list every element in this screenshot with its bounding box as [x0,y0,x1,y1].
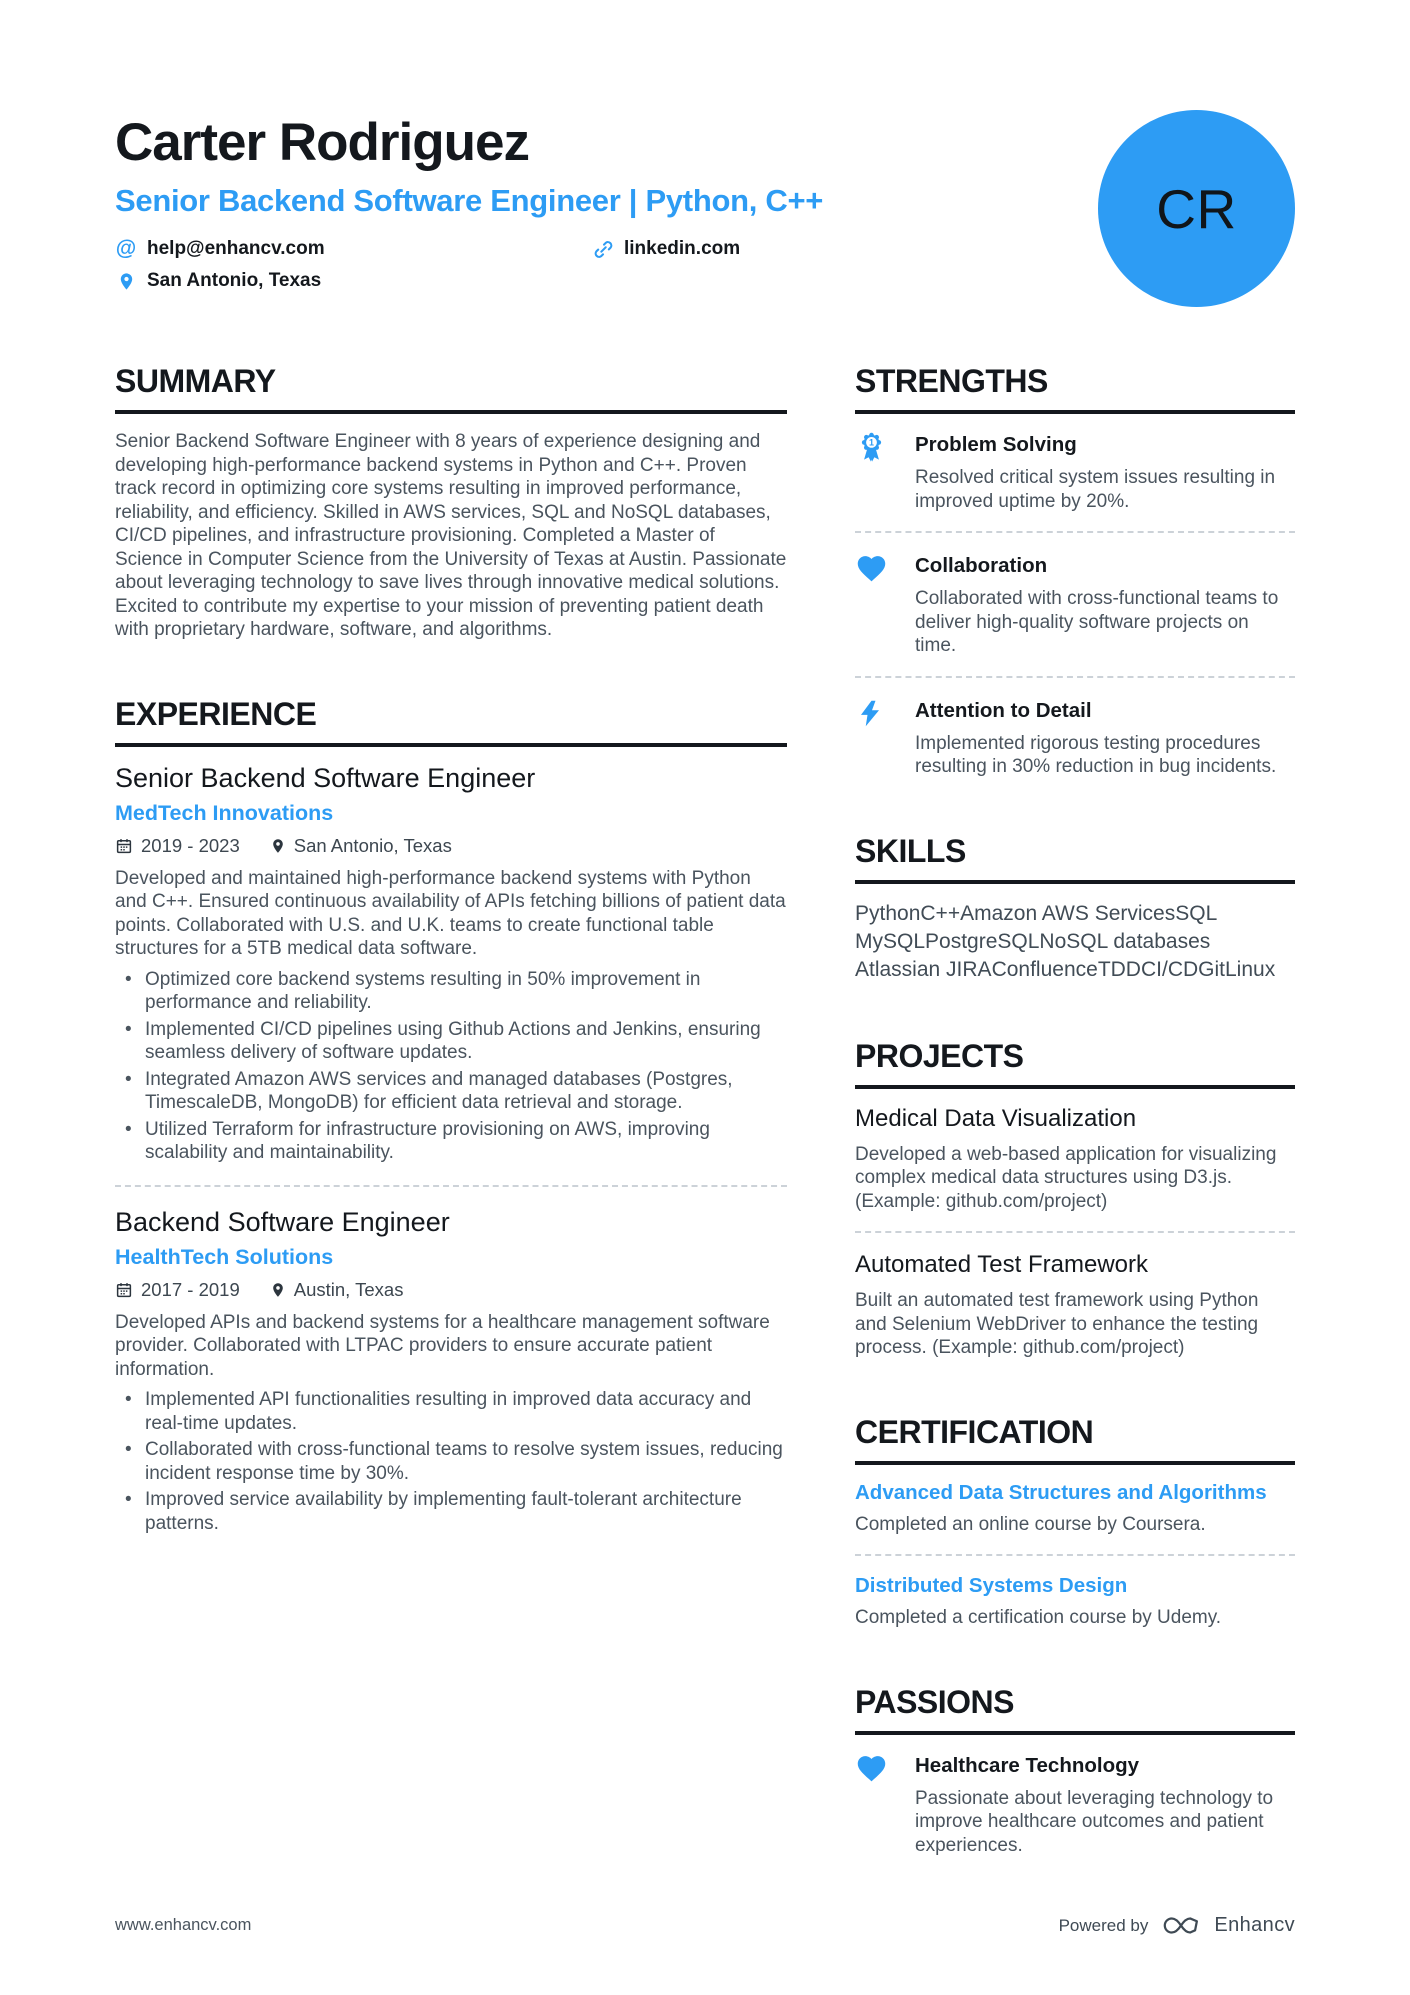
strength-content [915,551,1295,658]
certification-text: Completed an online course by Coursera. [855,1513,1206,1535]
strength-content [915,430,1295,513]
left-column [115,363,787,1857]
svg-text:1: 1 [869,437,874,448]
strength-title: Problem Solving [915,433,1077,456]
job-meta [115,835,787,857]
right-column [855,363,1295,1857]
job-company: MedTech Innovations [115,800,334,825]
skills-section [855,833,1295,984]
website-link[interactable]: www.enhancv.com [115,1916,252,1934]
brand-name: Enhancv [1214,1914,1295,1936]
skill-tag: SQL [1175,901,1218,925]
dashed-divider [115,1185,787,1187]
strength-item [855,551,1295,658]
strength-text: Resolved critical system issues resulting in improved uptime by 20%. [915,467,1276,512]
job-dates-label: 2019 - 2023 [141,834,240,856]
avatar-initials: CR [1156,177,1237,240]
email-at-icon: @ [115,237,137,260]
passions-heading: PASSIONS [855,1684,1295,1735]
projects-heading: PROJECTS [855,1038,1295,1089]
passion-title: Healthcare Technology [915,1753,1140,1777]
strengths-heading: STRENGTHS [855,363,1295,414]
location-pin-icon [270,837,286,855]
project-entry [855,1105,1295,1214]
strength-text: Implemented rigorous testing procedures resulting in 30% reduction in bug incidents. [915,732,1277,777]
job-bullets [115,968,787,1165]
heart-icon [855,1751,899,1858]
job-location-label: San Antonio, Texas [293,834,452,856]
certification-text: Completed a certification course by Udemy. [855,1607,1222,1628]
dashed-divider [855,1231,1295,1233]
calendar-icon [115,837,133,855]
contact-location [115,270,592,292]
dashed-divider [855,531,1295,533]
strength-item [855,696,1295,779]
identity-block [115,112,823,292]
passion-content [915,1751,1295,1858]
project-text: Built an automated test framework using Python and Selenium WebDriver to enhance the testing process. (Example: github.com/project) [855,1290,1259,1358]
project-title: Automated Test Framework [855,1251,1149,1278]
heart-icon [855,551,899,658]
skills-line [855,900,1295,928]
strengths-section [855,363,1295,779]
project-entry [855,1251,1295,1360]
experience-heading: EXPERIENCE [115,696,787,747]
skill-tag: Python [855,901,921,925]
calendar-icon [115,1281,133,1299]
skills-heading: SKILLS [855,833,1295,884]
skills-line [855,956,1295,984]
skill-tag: Git [1198,957,1225,981]
certification-title: Distributed Systems Design [855,1574,1128,1597]
candidate-name: Carter Rodriguez [115,113,529,172]
passion-item [855,1751,1295,1858]
strength-title: Attention to Detail [915,698,1092,722]
medal-icon [855,430,899,513]
passion-text: Passionate about leveraging technology to improve healthcare outcomes and patient experiences. [915,1787,1274,1856]
job-description: Developed and maintained high-performance backend systems with Python and C++. Ensured continuous availability of APIs fetching billions of patient data points. Collaborated with U.S. and U.K. teams to create functional table structures for a 5TB medical data software. [115,867,786,959]
job-meta [115,1279,787,1301]
enhancv-logo [1162,1914,1200,1937]
skill-tag: NoSQL databases [1039,929,1211,953]
job-location-label: Austin, Texas [293,1278,404,1300]
contact-link-label: linkedin.com [624,238,741,259]
skill-tag: Linux [1225,957,1276,981]
certification-title: Advanced Data Structures and Algorithms [855,1480,1267,1504]
strength-text: Collaborated with cross-functional teams to deliver high-quality software projects on time. [915,588,1279,656]
certification-entry [855,1481,1295,1537]
project-title: Medical Data Visualization [855,1104,1137,1132]
contact-list [115,237,823,292]
job-dates-label: 2017 - 2019 [141,1278,240,1300]
page-footer [115,1914,1295,1937]
lightning-icon [855,696,899,779]
passions-section [855,1684,1295,1858]
content-columns [115,363,1295,1857]
summary-section [115,363,787,642]
experience-entry [115,1207,787,1536]
experience-entry [115,763,787,1165]
dashed-divider [855,1554,1295,1556]
avatar [1098,110,1295,307]
skill-tag: PostgreSQL [925,929,1040,953]
job-bullet: • Collaborated with cross-functional teams to resolve system issues, reducing incident response time by 30%. [115,1438,787,1485]
skill-tag: Atlassian JIRA [855,957,992,981]
job-description: Developed APIs and backend systems for a healthcare management software provider. Collaborated with LTPAC providers to ensure accurate patient information. [115,1311,770,1380]
job-role: Senior Backend Software Engineer [115,762,536,793]
certification-heading: CERTIFICATION [855,1414,1295,1465]
job-company: HealthTech Solutions [115,1244,334,1269]
location-pin-icon [270,1281,286,1299]
contact-email[interactable] [115,237,592,261]
job-bullet: • Improved service availability by implementing fault-tolerant architecture patterns. [115,1488,787,1535]
contact-email-label: help@enhancv.com [147,238,325,259]
job-bullet: • Utilized Terraform for infrastructure provisioning on AWS, improving scalability and maintainability. [115,1118,787,1165]
skill-tag: CI/CD [1140,957,1199,981]
resume-header [115,112,1295,307]
certification-section [855,1414,1295,1630]
candidate-job-title: Senior Backend Software Engineer | Python, C++ [115,183,824,218]
skill-tag: MySQL [855,929,926,953]
project-text: Developed a web-based application for visualizing complex medical data structures using D3.js. (Example: github.com/project) [855,1143,1277,1212]
skills-list [855,900,1295,984]
job-role: Backend Software Engineer [115,1206,450,1237]
strength-title: Collaboration [915,554,1048,577]
skill-tag: Confluence [991,957,1098,981]
experience-section [115,696,787,1536]
job-location [270,835,452,857]
contact-location-label: San Antonio, Texas [147,270,322,291]
contact-link[interactable] [592,237,823,261]
summary-text: Senior Backend Software Engineer with 8 years of experience designing and developing high-performance backend systems in Python and C++. Proven track record in optimizing core systems resulting in improved performance, reliability, and efficiency. Skilled in AWS services, SQL and NoSQL databases, CI/CD pipelines, and infrastructure provisioning. Completed a Master of Science in Computer Science from the University of Texas at Austin. Passionate about leveraging technology to save lives through innovative medical solutions. Excited to contribute my expertise to your mission of preventing patient death with proprietary hardware, software, and algorithms. [115,431,787,640]
skill-tag: TDD [1097,957,1141,981]
skill-tag: Amazon AWS Services [960,901,1176,925]
summary-heading: SUMMARY [115,363,787,414]
job-bullet: • Integrated Amazon AWS services and managed databases (Postgres, TimescaleDB, MongoDB) for efficient data retrieval and storage. [115,1068,787,1115]
certification-entry [855,1574,1295,1630]
job-bullet: • Implemented API functionalities resulting in improved data accuracy and real-time updates. [115,1388,787,1435]
job-dates [115,1279,240,1301]
job-bullet: • Optimized core backend systems resulting in 50% improvement in performance and reliability. [115,968,787,1015]
skill-tag: C++ [920,901,961,925]
skills-line [855,928,1295,956]
job-location [270,1279,404,1301]
link-icon [592,239,614,260]
strength-item [855,430,1295,513]
projects-section [855,1038,1295,1360]
powered-by-label: Powered by [1058,1915,1149,1935]
strength-content [915,696,1295,779]
dashed-divider [855,676,1295,678]
job-bullets [115,1388,787,1535]
location-pin-icon [115,271,137,292]
job-dates [115,835,240,857]
powered-by-block[interactable] [1059,1914,1295,1937]
job-bullet: • Implemented CI/CD pipelines using Github Actions and Jenkins, ensuring seamless delivery of software updates. [115,1018,787,1065]
